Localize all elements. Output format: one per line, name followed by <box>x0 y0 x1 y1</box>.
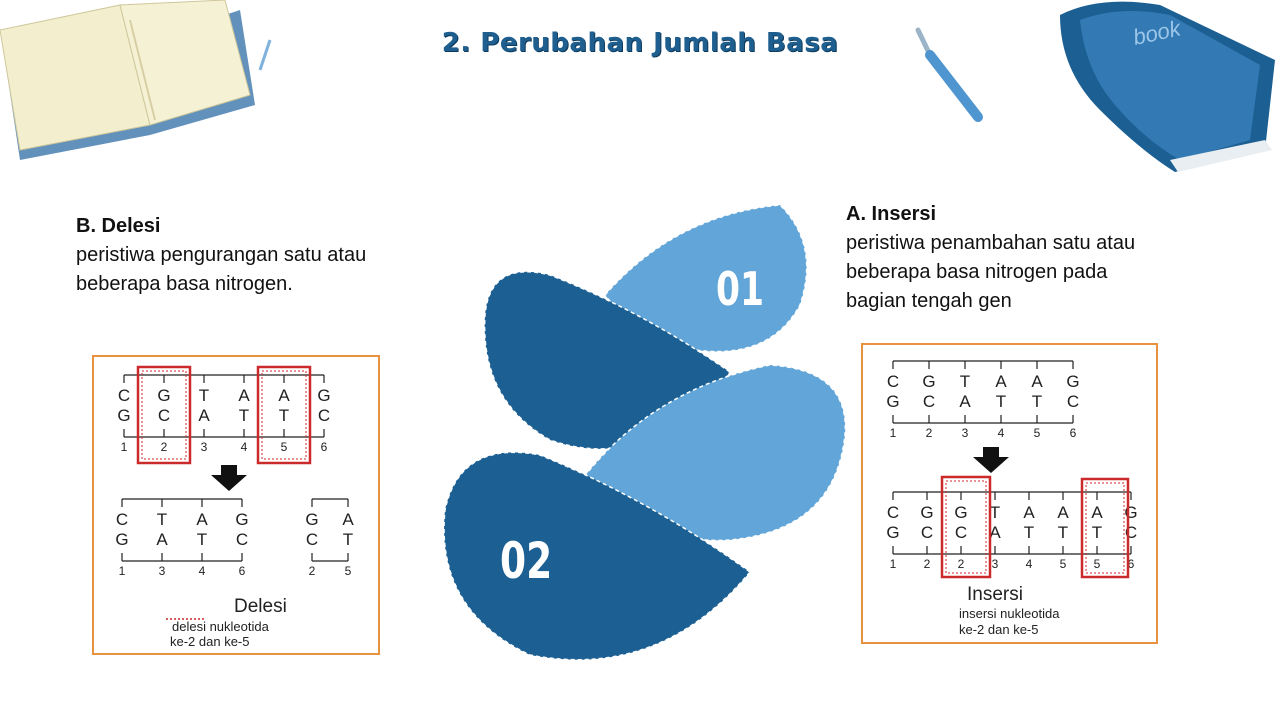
insersi-strand-1-bottom-base: C <box>1066 392 1080 411</box>
insersi-strand-2-bottom-base: G <box>886 523 900 542</box>
delesi-arrow <box>211 465 247 491</box>
insersi-strand-1-top-base: G <box>922 372 936 391</box>
insersi-strand-2-position: 2 <box>957 557 965 571</box>
label-02: 02 <box>500 532 553 590</box>
delesi-strand-1-position: 6 <box>320 440 328 454</box>
insersi-strand-2-top-base: C <box>886 503 900 522</box>
insersi-strand-1-top-base: A <box>995 372 1007 391</box>
delesi-strand-1-top-base: A <box>238 386 250 405</box>
insersi-strand-2-position: 5 <box>1093 557 1101 571</box>
delesi-strand-1-position: 3 <box>200 440 208 454</box>
delesi-caption-line1: delesi nukleotida <box>172 619 269 634</box>
insersi-figure <box>861 343 1158 644</box>
delesi-heading: B. Delesi <box>76 215 161 237</box>
delesi-strand-1-bottom-base: T <box>278 406 290 425</box>
delesi-caption-line2: ke-2 dan ke-5 <box>170 634 250 649</box>
delesi-strand-2-top-base: T <box>156 510 168 529</box>
delesi-strand-2-position: 6 <box>238 564 246 578</box>
page-title: 2. Perubahan Jumlah Basa <box>441 28 839 58</box>
petal-graphic <box>440 200 850 665</box>
insersi-strand-1-position: 5 <box>1033 426 1041 440</box>
insersi-line-1: peristiwa penambahan satu atau <box>846 232 1136 254</box>
insersi-strand-1-bottom-base: A <box>959 392 971 411</box>
insersi-strand-1-position: 4 <box>997 426 1005 440</box>
delesi-strand-1-bottom-base: C <box>157 406 171 425</box>
open-book-illustration <box>0 0 290 175</box>
insersi-caption-line2: ke-2 dan ke-5 <box>959 622 1039 637</box>
delesi-strand-1-position: 1 <box>120 440 128 454</box>
delesi-strand-1-top-base: G <box>317 386 331 405</box>
insersi-text <box>846 200 1226 316</box>
delesi-strand-2-bottom-base: T <box>196 530 208 549</box>
delesi-caption-title: Delesi <box>234 596 287 617</box>
book-illustration <box>1040 0 1280 175</box>
delesi-strand-1-top-base: A <box>278 386 290 405</box>
delesi-strand-2-top-base: G <box>235 510 249 529</box>
insersi-strand-2-bottom-base: T <box>1091 523 1103 542</box>
insersi-strand-1-bottom-base: G <box>886 392 900 411</box>
insersi-strand-2-bottom-base: T <box>1023 523 1035 542</box>
insersi-strand-2-bottom-base: T <box>1057 523 1069 542</box>
delesi-strand-2-bottom-base: C <box>235 530 249 549</box>
delesi-strand-1-bottom-base: G <box>117 406 131 425</box>
delesi-strand-2-position: 4 <box>198 564 206 578</box>
delesi-strand-1-position: 4 <box>240 440 248 454</box>
label-01: 01 <box>716 262 765 316</box>
delesi-strand-2-position: 3 <box>158 564 166 578</box>
delesi-removed-position: 2 <box>308 564 316 578</box>
insersi-strand-2-top-base: G <box>954 503 968 522</box>
delesi-removed-top-base: A <box>342 510 354 529</box>
delesi-line-1: peristiwa pengurangan satu atau <box>76 244 367 266</box>
insersi-strand-1-bottom-base: C <box>922 392 936 411</box>
delesi-strand-2-top-base: A <box>196 510 208 529</box>
insersi-strand-1-bottom-base: T <box>1031 392 1043 411</box>
insersi-strand-2-bottom-base: A <box>989 523 1001 542</box>
book-label: book <box>1130 15 1183 50</box>
insersi-strand-1-position: 2 <box>925 426 933 440</box>
insersi-strand-2-top-base: G <box>1124 503 1138 522</box>
delesi-text <box>76 212 446 299</box>
delesi-removed-bottom-base: T <box>342 530 354 549</box>
delesi-strand-1-bottom-base: T <box>238 406 250 425</box>
insersi-strand-2-position: 5 <box>1059 557 1067 571</box>
insersi-strand-2-top-base: T <box>989 503 1001 522</box>
delesi-strand-1-position: 2 <box>160 440 168 454</box>
delesi-removed-bottom-base: C <box>305 530 319 549</box>
insersi-strand-2-bottom-base: C <box>954 523 968 542</box>
insersi-strand-2-position: 1 <box>889 557 897 571</box>
insersi-strand-2-bottom-base: C <box>920 523 934 542</box>
insersi-strand-2-top-base: A <box>1057 503 1069 522</box>
insersi-strand-1-top-base: C <box>886 372 900 391</box>
insersi-strand-2-bottom-base: C <box>1124 523 1138 542</box>
insersi-line-3: bagian tengah gen <box>846 290 1012 312</box>
insersi-strand-2-position: 6 <box>1127 557 1135 571</box>
delesi-strand-2-position: 1 <box>118 564 126 578</box>
delesi-removed-top-base: G <box>305 510 319 529</box>
insersi-caption-title: Insersi <box>967 584 1023 605</box>
insersi-strand-1-bottom-base: T <box>995 392 1007 411</box>
insersi-caption-line1: insersi nukleotida <box>959 606 1060 621</box>
delesi-strand-1-bottom-base: C <box>317 406 331 425</box>
insersi-arrow <box>973 447 1009 473</box>
delesi-strand-2-bottom-base: A <box>156 530 168 549</box>
delesi-strand-1-top-base: G <box>157 386 171 405</box>
delesi-line-2: beberapa basa nitrogen. <box>76 273 293 295</box>
insersi-strand-1-position: 3 <box>961 426 969 440</box>
insersi-strand-1-top-base: G <box>1066 372 1080 391</box>
insersi-line-2: beberapa basa nitrogen pada <box>846 261 1108 283</box>
insersi-box-5 <box>1082 479 1128 577</box>
delesi-strand-1-position: 5 <box>280 440 288 454</box>
delesi-strand-1-bottom-base: A <box>198 406 210 425</box>
insersi-strand-2-position: 4 <box>1025 557 1033 571</box>
insersi-strand-2-top-base: A <box>1091 503 1103 522</box>
delesi-strand-2-bottom-base: G <box>115 530 129 549</box>
delesi-strand-1-top-base: T <box>198 386 210 405</box>
insersi-strand-2-position: 2 <box>923 557 931 571</box>
insersi-heading: A. Insersi <box>846 203 937 225</box>
insersi-strand-1-position: 6 <box>1069 426 1077 440</box>
insersi-strand-2-position: 3 <box>991 557 999 571</box>
delesi-removed-position: 5 <box>344 564 352 578</box>
delesi-strand-1-top-base: C <box>117 386 131 405</box>
insersi-strand-2-top-base: A <box>1023 503 1035 522</box>
insersi-strand-1-top-base: A <box>1031 372 1043 391</box>
insersi-strand-1-top-base: T <box>959 372 971 391</box>
insersi-strand-2-top-base: G <box>920 503 934 522</box>
delesi-figure <box>92 355 380 655</box>
insersi-strand-1-position: 1 <box>889 426 897 440</box>
delesi-strand-2-top-base: C <box>115 510 129 529</box>
